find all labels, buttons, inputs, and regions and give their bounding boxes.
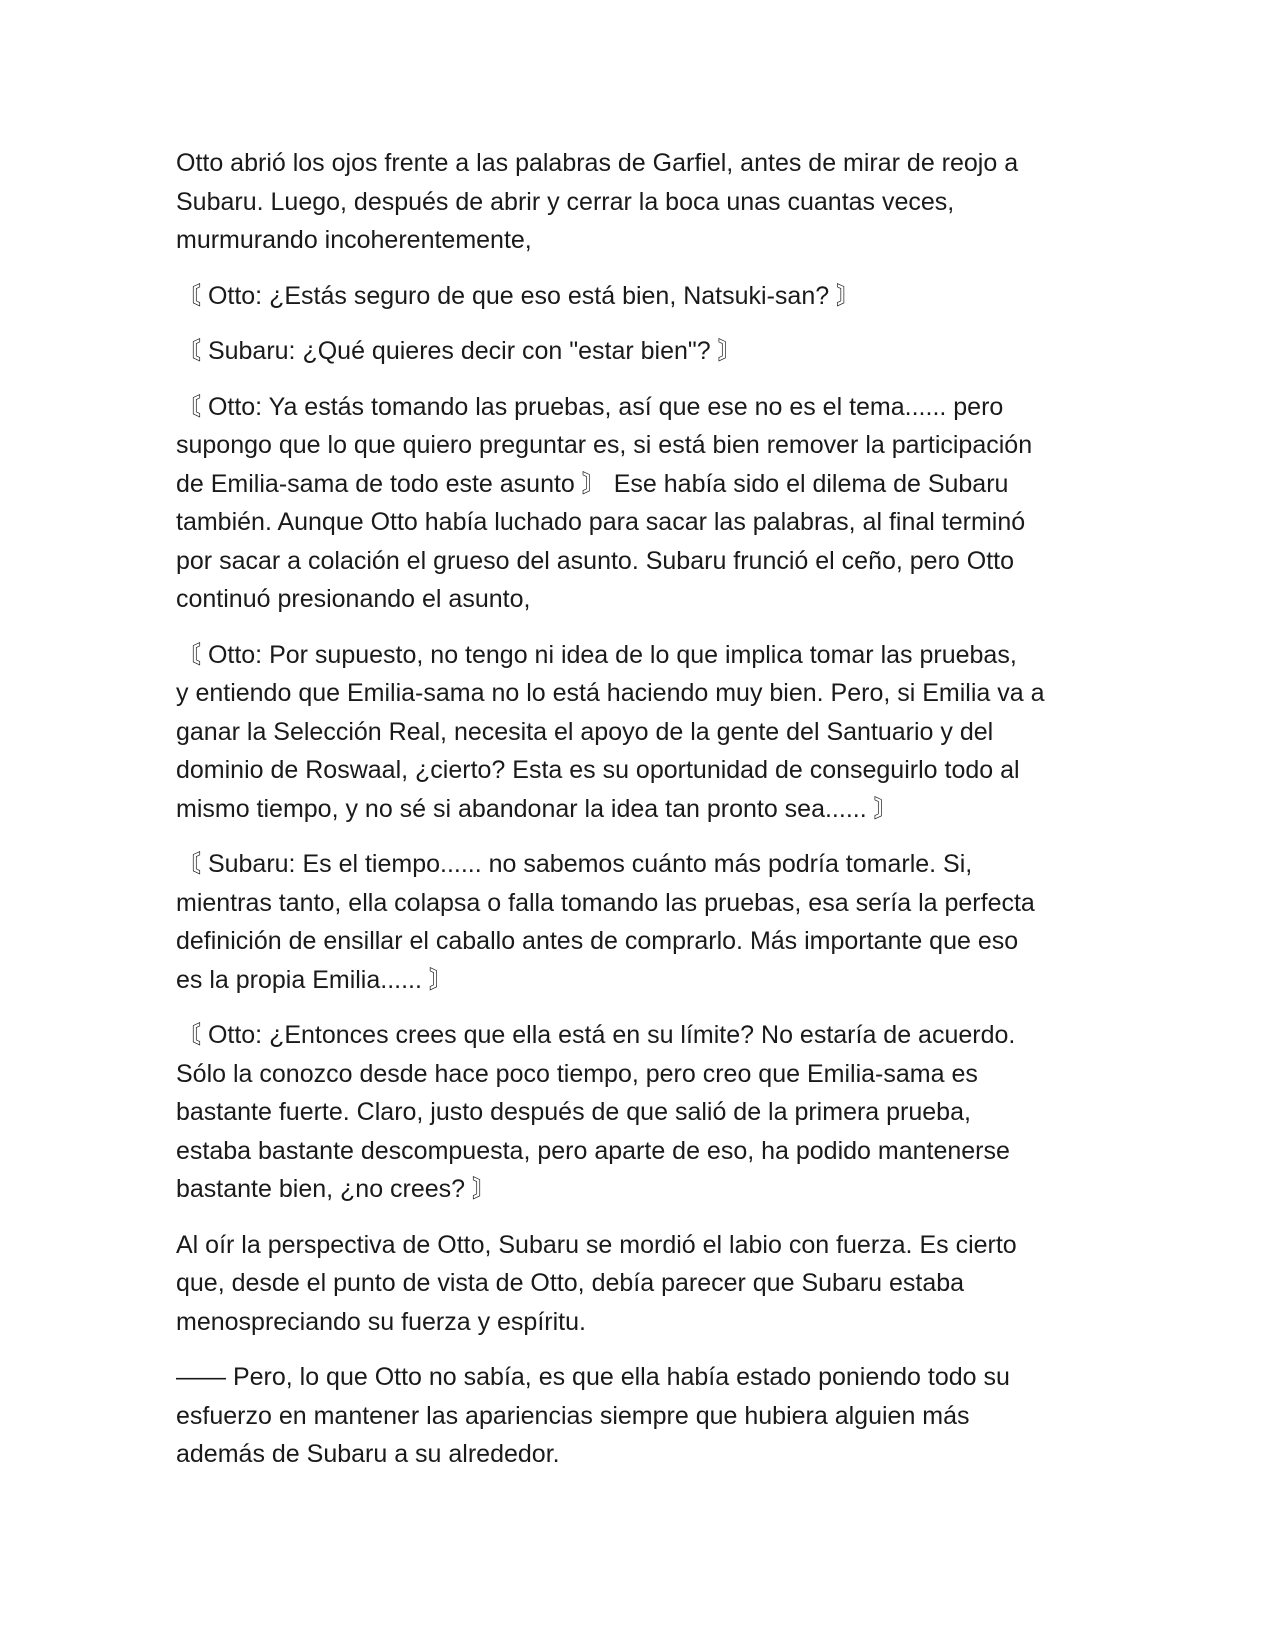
text-line: Subaru. Luego, después de abrir y cerrar la boca unas cuantas veces, (176, 187, 955, 216)
text-line: de Emilia-sama de todo este asunto 〙 Ese había sido el dilema de Subaru (176, 469, 1009, 498)
paragraph-6-dialogue-subaru (176, 845, 1106, 999)
text-line: también. Aunque Otto había luchado para sacar las palabras, al final terminó (176, 508, 1026, 536)
text-line: bastante bien, ¿no crees? 〙 (176, 1175, 498, 1203)
text-line: es la propia Emilia...... 〙 (176, 965, 454, 994)
text-line: 〘 Subaru: ¿Qué quieres decir con "estar bien"? 〙 (176, 337, 743, 365)
paragraph-9 (176, 1358, 1106, 1474)
paragraph-5-dialogue-otto (176, 636, 1106, 829)
paragraph-7-dialogue-otto (176, 1016, 1106, 1209)
text-line: Al oír la perspectiva de Otto, Subaru se mordió el labio con fuerza. Es cierto (176, 1230, 1017, 1259)
text-line: estaba bastante descompuesta, pero aparte de eso, ha podido mantenerse (176, 1136, 1010, 1165)
text-line: 〘 Otto: ¿Estás seguro de que eso está bien, Natsuki-san? 〙 (176, 281, 862, 310)
text-line: bastante fuerte. Claro, justo después de que salió de la primera prueba, (176, 1098, 971, 1126)
text-line: 〘 Otto: Por supuesto, no tengo ni idea de lo que implica tomar las pruebas, (176, 640, 1017, 669)
text-line: mismo tiempo, y no sé si abandonar la idea tan pronto sea...... 〙 (176, 794, 899, 823)
text-line: por sacar a colación el grueso del asunto. Subaru frunció el ceño, pero Otto (176, 546, 1015, 575)
text-line: ganar la Selección Real, necesita el apoyo de la gente del Santuario y del (176, 717, 994, 746)
text-line: supongo que lo que quiero preguntar es, si está bien remover la participación (176, 431, 1033, 459)
text-line: y entiendo que Emilia-sama no lo está haciendo muy bien. Pero, si Emilia va a (176, 679, 1045, 707)
text-line: —— Pero, lo que Otto no sabía, es que ella había estado poniendo todo su (176, 1363, 1010, 1391)
text-line: 〘 Otto: Ya estás tomando las pruebas, así que ese no es el tema...... pero (176, 392, 1004, 421)
text-line: dominio de Roswaal, ¿cierto? Esta es su oportunidad de conseguirlo todo al (176, 756, 1020, 784)
paragraph-2-dialogue-otto (176, 277, 1106, 316)
body-text (176, 144, 1106, 1491)
text-line: mientras tanto, ella colapsa o falla tomando las pruebas, esa sería la perfecta (176, 888, 1035, 917)
paragraph-4-dialogue-otto (176, 388, 1106, 619)
text-line: esfuerzo en mantener las apariencias siempre que hubiera alguien más (176, 1401, 970, 1430)
text-line: continuó presionando el asunto, (176, 585, 531, 613)
text-line: menospreciando su fuerza y espíritu. (176, 1307, 586, 1336)
paragraph-8 (176, 1226, 1106, 1342)
text-line: Otto abrió los ojos frente a las palabras de Garfiel, antes de mirar de reojo a (176, 149, 1019, 177)
text-line: Sólo la conozco desde hace poco tiempo, pero creo que Emilia-sama es (176, 1059, 978, 1088)
paragraph-3-dialogue-subaru (176, 332, 1106, 371)
text-line: además de Subaru a su alrededor. (176, 1440, 560, 1468)
text-line: que, desde el punto de vista de Otto, debía parecer que Subaru estaba (176, 1269, 965, 1297)
paragraph-1 (176, 144, 1106, 260)
text-line: murmurando incoherentemente, (176, 226, 532, 254)
text-line: definición de ensillar el caballo antes de comprarlo. Más importante que eso (176, 927, 1019, 955)
text-line: 〘 Subaru: Es el tiempo...... no sabemos cuánto más podría tomarle. Si, (176, 850, 973, 878)
text-line: 〘 Otto: ¿Entonces crees que ella está en su límite? No estaría de acuerdo. (176, 1021, 1016, 1049)
